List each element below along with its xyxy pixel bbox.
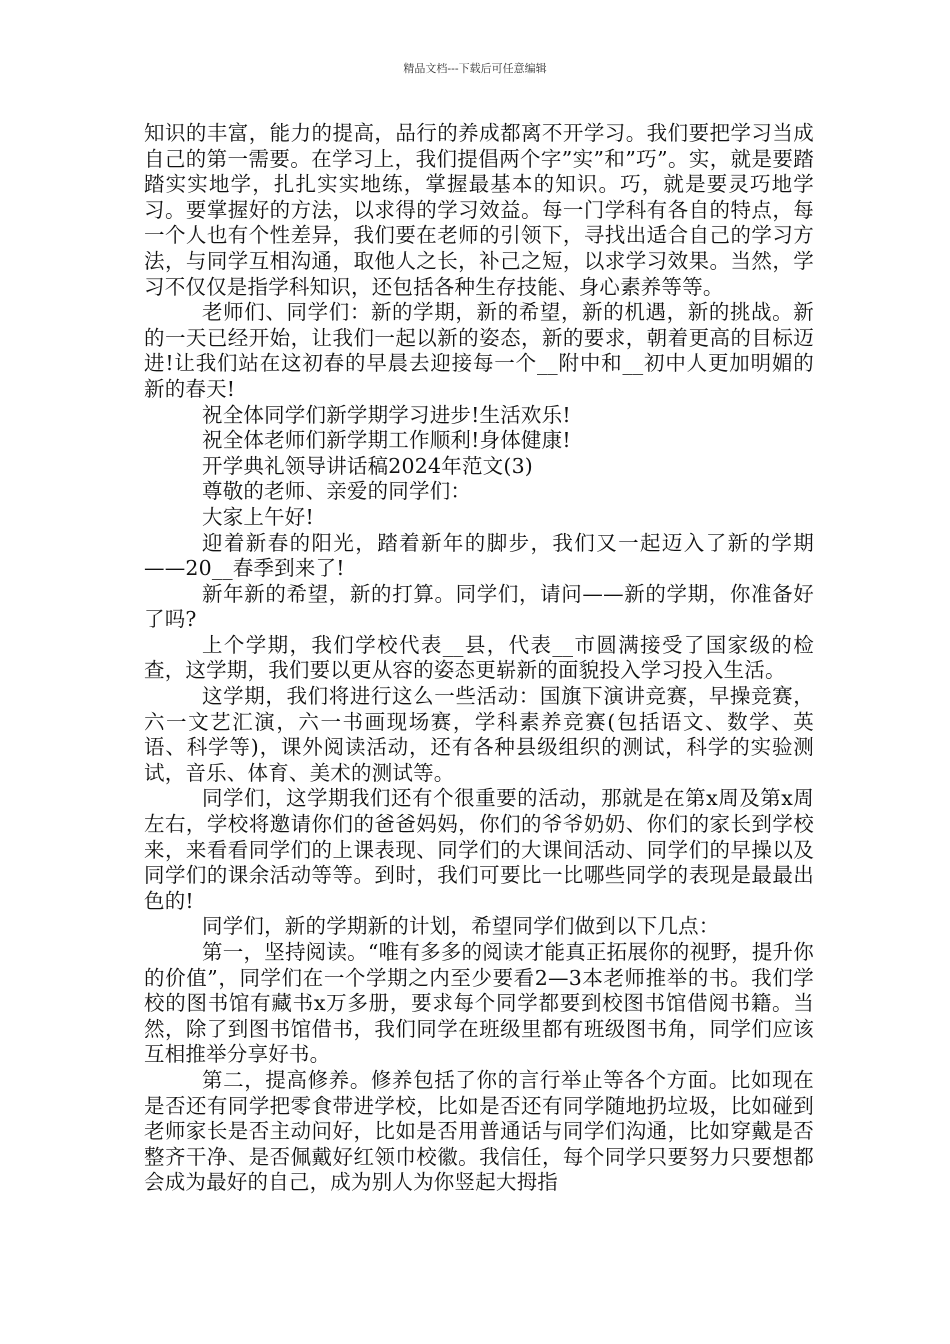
paragraph-3: 祝全体同学们新学期学习进步!生活欢乐!	[202, 402, 571, 427]
section-title: 开学典礼领导讲话稿2024年范文(3)	[202, 453, 534, 478]
paragraph-8: 迎着新春的阳光，踏着新年的脚步，我们又一起迈入了新的学期——20__春季到来了!	[144, 530, 814, 581]
paragraph-14: 第一，坚持阅读。“唯有多多的阅读才能真正拓展你的视野，提升你的价值”，同学们在一个学期之内至少要看2—3本老师推举的书。我们学校的图书馆有藏书x万多册，要求每个同学都要到校图书馆借阅书籍。当然，除了到图书馆借书，我们同学在班级里都有班级图书角，同学们应该互相推举分享好书。	[144, 940, 814, 1067]
document-body	[144, 121, 814, 1196]
paragraph-4: 祝全体老师们新学期工作顺利!身体健康!	[202, 428, 571, 453]
paragraph-10: 上个学期，我们学校代表__县，代表__市圆满接受了国家级的检查，这学期，我们要以更从容的姿态更崭新的面貌投入学习投入生活。	[144, 632, 814, 683]
paragraph-1: 知识的丰富，能力的提高，品行的养成都离不开学习。我们要把学习当成自己的第一需要。在学习上，我们提倡两个字”实”和”巧”。实，就是要踏踏实实地学，扎扎实实地练，掌握最基本的知识。巧，就是要灵巧地学习。要掌握好的方法，以求得的学习效益。每一门学科有各自的特点，每一个人也有个性差异，我们要在老师的引领下，寻找出适合自己的学习方法，与同学互相沟通，取他人之长，补己之短，以求学习效果。当然，学习不仅仅是指学科知识，还包括各种生存技能、身心素养等等。	[144, 121, 814, 299]
paragraph-11: 这学期，我们将进行这么一些活动：国旗下演讲竞赛，早操竞赛，六一文艺汇演，六一书画现场赛，学科素养竞赛(包括语文、数学、英语、科学等)，课外阅读活动，还有各种县级组织的测试，科学的实验测试，音乐、体育、美术的测试等。	[144, 684, 814, 785]
paragraph-12: 同学们，这学期我们还有个很重要的活动，那就是在第x周及第x周左右，学校将邀请你们的爸爸妈妈，你们的爷爷奶奶、你们的家长到学校来，来看看同学们的上课表现、同学们的大课间活动、同学们的早操以及同学们的课余活动等等。到时，我们可要比一比哪些同学的表现是最最出色的!	[144, 786, 814, 913]
paragraph-9: 新年新的希望，新的打算。同学们，请问——新的学期，你准备好了吗?	[144, 581, 814, 632]
paragraph-15: 第二，提高修养。修养包括了你的言行举止等各个方面。比如现在是否还有同学把零食带进学校，比如是否还有同学随地扔垃圾，比如碰到老师家长是否主动问好，比如是否用普通话与同学们沟通，比如穿戴是否整齐干净、是否佩戴好红领巾校徽。我信任，每个同学只要努力只要想都会成为最好的自己，成为别人为你竖起大拇指	[144, 1067, 814, 1195]
greeting: 大家上午好!	[202, 504, 314, 529]
paragraph-2: 老师们、同学们：新的学期，新的希望，新的机遇，新的挑战。新的一天已经开始，让我们一起以新的姿态，新的要求，朝着更高的目标迈进!让我们站在这初春的早晨去迎接每一个__附中和__初中人更加明媚的新的春天!	[144, 300, 814, 401]
salutation: 尊敬的老师、亲爱的同学们：	[202, 479, 472, 504]
page-header: 精品文档---下载后可任意编辑	[403, 62, 547, 75]
paragraph-13: 同学们，新的学期新的计划，希望同学们做到以下几点：	[202, 914, 720, 939]
